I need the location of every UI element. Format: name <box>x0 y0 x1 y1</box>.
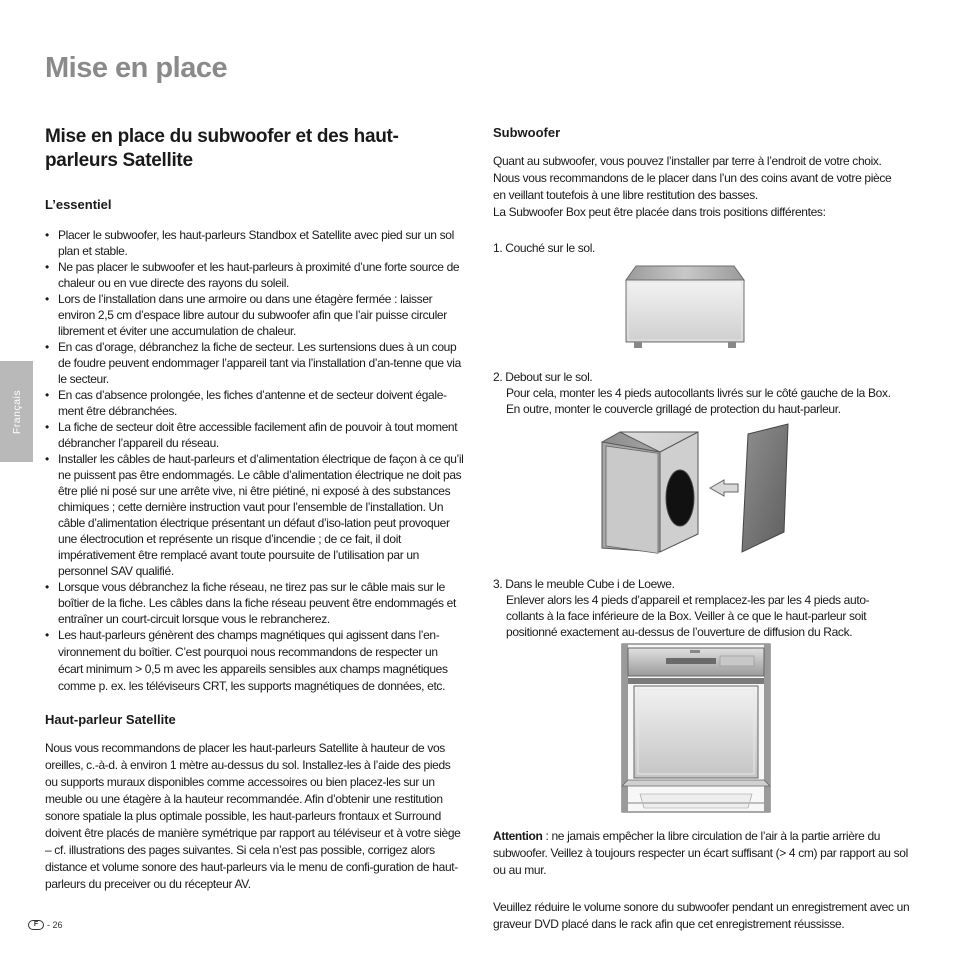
step-3-title: 3. Dans le meuble Cube i de Loewe. <box>493 577 675 591</box>
subwoofer-intro <box>493 153 913 221</box>
step-2-line: En outre, monter le couvercle grillagé de protection du haut-parleur. <box>506 402 841 416</box>
intro-line: Nous vous recommandons de le placer dans l’un des coins avant de votre pièce <box>493 171 892 185</box>
language-tab <box>0 361 33 462</box>
subwoofer-standing-illustration <box>598 422 793 554</box>
right-column <box>493 125 913 931</box>
intro-line: La Subwoofer Box peut être placée dans trois positions différentes: <box>493 205 826 219</box>
section-heading: Mise en place du subwoofer et des haut-parleurs Satellite <box>45 126 399 171</box>
page-number: - 26 <box>47 920 63 930</box>
essentiel-list <box>45 227 465 695</box>
attention-label: Attention <box>493 829 543 843</box>
satellite-heading: Haut-parleur Satellite <box>45 712 176 727</box>
final-note: Veuillez réduire le volume sonore du subwoofer pendant un enregistrement avec un graveur DVD placé dans le rack afin que cet enregistrement réussisse. <box>493 900 910 931</box>
step-3-line: collants à la face inférieure de la Box. Veiller à ce que le haut-parleur soit <box>506 609 867 623</box>
list-item: • Placer le subwoofer, les haut-parleurs Standbox et Satellite avec pied sur un sol plan et stable. <box>45 227 465 259</box>
list-item: • Les haut-parleurs génèrent des champs magnétiques qui agissent dans l’en-vironnement du boîtier. C’est pourquoi nous recommandons de respecter un écart minimum > 0,5 m avec les appareils sensibles aux champs magnétiques comme p. ex. les téléviseurs CRT, les supports magnétiques de données, etc. <box>45 627 465 695</box>
step-3-line: positionné exactement au-dessus de l’ouverture de diffusion du Rack. <box>506 625 853 639</box>
satellite-paragraph: Nous vous recommandons de placer les haut-parleurs Satellite à hauteur de vos oreilles, c.-à-d. à environ 1 mètre au-dessus du sol. Installez-les à l’aide des pieds ou supports muraux disponibles comme accessoires ou bien placez-les sur un meuble ou une étagère à la hauteur recommandée. Afin d’obtenir une restitution sonore spatiale la plus optimale possible, les haut-parleurs frontaux et Surround doivent être placés de manière symétrique par rapport au téléviseur et à votre siège – cf. illustrations des pages suivantes. Si cela n’est pas possible, corrigez alors distance et volume sonore des haut-parleurs via le menu de confi-guration de haut-parleurs du preceiver ou du récepteur AV. <box>45 741 461 891</box>
step-3-line: Enlever alors les 4 pieds d’appareil et remplacez-les par les 4 pieds auto- <box>506 593 870 607</box>
list-item: • Installer les câbles de haut-parleurs et d’alimentation électrique de façon à ce qu’il ne puissent pas être endommagés. Le câble d’alimentation électrique ne doit pas être plié ni posé sur une arrête vive, ni être piétiné, ni exposé à des substances chimiques ; cette dernière instruction vaut pour l’ensemble de l’installation. Un câble d’alimentation électrique présentant un défaut d’iso-lation peut provoquer une électrocution et représente un risque d’incendie ; de ce fait, il doit impérativement être remplacé avant toute poursuite de l’utilisation par un personnel SAV qualifié. <box>45 451 465 579</box>
step-2-line: Pour cela, monter les 4 pieds autocollants livrés sur le côté gauche de la Box. <box>506 386 891 400</box>
left-column <box>45 125 465 893</box>
list-item: • Lors de l’installation dans une armoire ou dans une étagère fermée : laisser environ 2,5 cm d’espace libre autour du subwoofer afin que l’air puisse circuler librement et éviter une accumulation de chaleur. <box>45 291 465 339</box>
list-item: • La fiche de secteur doit être accessible facilement afin de pouvoir à tout moment débrancher l’appareil du réseau. <box>45 419 465 451</box>
step-1: 1. Couché sur le sol. <box>493 241 596 255</box>
list-item: • Lorsque vous débranchez la fiche réseau, ne tirez pas sur le câble mais sur le boîtier de la fiche. Les câbles dans la fiche réseau peuvent être endommagés et entraîner un court-circuit lorsque vous le rebrancherez. <box>45 579 465 627</box>
intro-line: Quant au subwoofer, vous pouvez l’installer par terre à l’endroit de votre choix. <box>493 154 882 168</box>
step-2-title: 2. Debout sur le sol. <box>493 370 593 384</box>
list-item: • En cas d’orage, débranchez la fiche de secteur. Les surtensions dues à un coup de foudre peuvent endommager l’appareil tant via l’installation d’an-tenne que via le secteur. <box>45 339 465 387</box>
subwoofer-lying-illustration <box>620 262 752 354</box>
intro-line: en veillant toutefois à une libre restitution des basses. <box>493 188 758 202</box>
language-tab-label: Français <box>10 389 23 434</box>
essentiel-heading: L’essentiel <box>45 197 112 212</box>
step-3 <box>493 576 923 640</box>
page-footer <box>28 920 63 930</box>
list-item: • En cas d’absence prolongée, les fiches d’antenne et de secteur doivent égale-ment être débranchées. <box>45 387 465 419</box>
subwoofer-heading: Subwoofer <box>493 125 561 140</box>
step-2 <box>493 369 923 417</box>
subwoofer-in-rack-illustration <box>620 642 772 814</box>
attention-text: : ne jamais empêcher la libre circulation de l’air à la partie arrière du subwoofer. Veillez à toujours respecter un écart suffisant (> 4 cm) par rapport au sol ou au mur. <box>493 829 908 877</box>
attention-note <box>493 828 913 879</box>
page-title: Mise en place <box>45 52 228 84</box>
language-badge: F <box>28 920 44 930</box>
list-item: • Ne pas placer le subwoofer et les haut-parleurs à proximité d’une forte source de chaleur ou en vue directe des rayons du soleil. <box>45 259 465 291</box>
